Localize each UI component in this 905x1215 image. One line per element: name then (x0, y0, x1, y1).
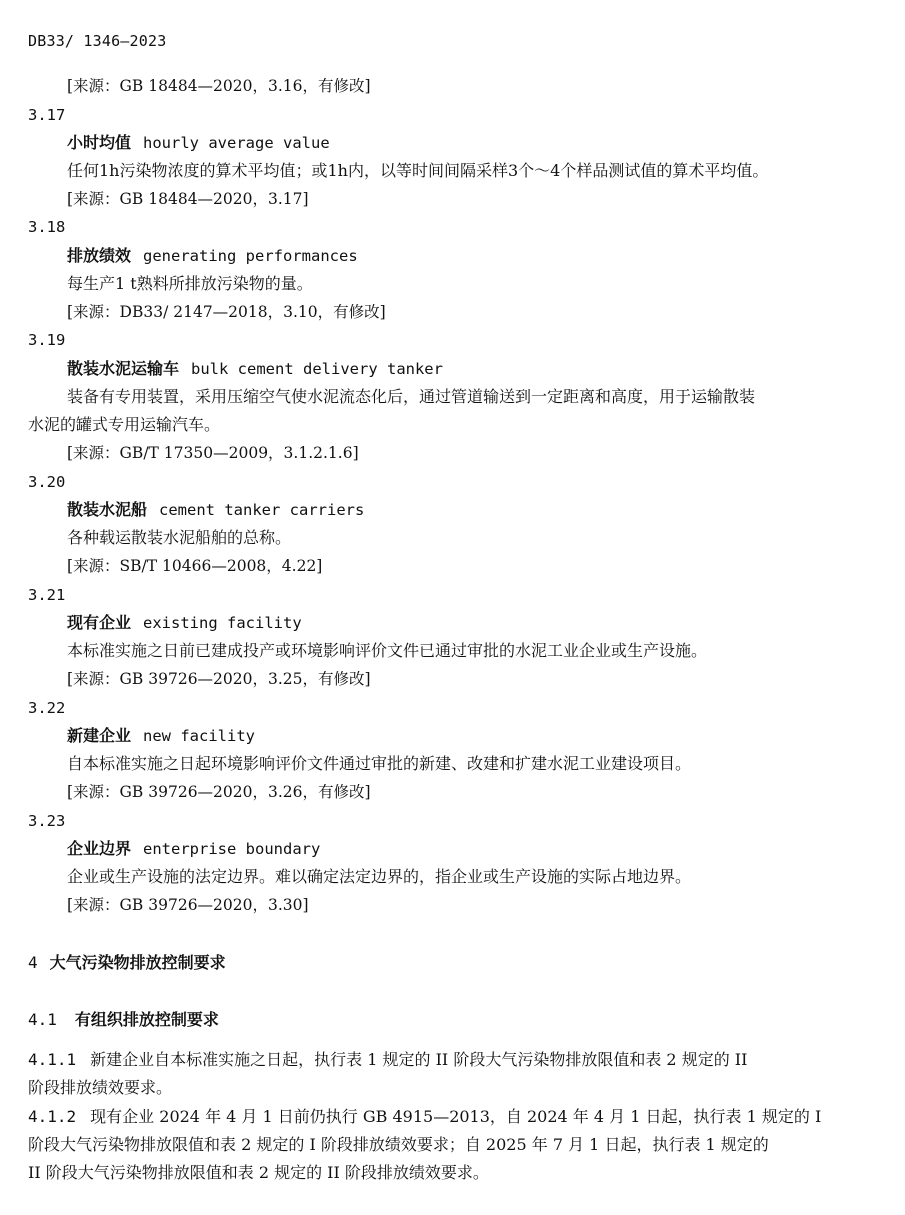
source-note: [来源：GB 39726—2020，3.30] (67, 896, 309, 914)
term-definition: 装备有专用装置，采用压缩空气使水泥流态化后，通过管道输送到一定距离和高度，用于运输散装 (67, 387, 756, 406)
term-definition: 各种载运散装水泥船舶的总称。 (67, 528, 292, 547)
term-title (67, 839, 320, 859)
section-title: 大气污染物排放控制要求 (49, 953, 226, 972)
term-english: bulk cement delivery tanker (191, 360, 443, 378)
term-title (67, 613, 302, 633)
term-chinese: 散装水泥运输车 (67, 359, 180, 378)
term-definition: 自本标准实施之日起环境影响评价文件通过审批的新建、改建和扩建水泥工业建设项目。 (67, 754, 692, 773)
term-definition-continued: 水泥的罐式专用运输汽车。 (28, 415, 221, 434)
source-note: [来源：GB 18484—2020，3.16，有修改] (67, 77, 371, 95)
subsection-number: 4.1 (28, 1010, 57, 1029)
term-chinese: 企业边界 (67, 839, 132, 858)
term-number: 3.18 (28, 218, 66, 236)
term-title (67, 133, 330, 153)
term-title (67, 500, 364, 520)
term-chinese: 排放绩效 (67, 246, 132, 265)
term-chinese: 小时均值 (67, 133, 132, 152)
source-note: [来源：SB/T 10466—2008，4.22] (67, 557, 323, 575)
term-number: 3.21 (28, 586, 66, 604)
term-english: hourly average value (143, 134, 330, 152)
clause-text: 新建企业自本标准实施之日起，执行表 1 规定的 II 阶段大气污染物排放限值和表 2 规定的 II (90, 1050, 748, 1069)
term-english: generating performances (143, 247, 358, 265)
source-note: [来源：GB 39726—2020，3.26，有修改] (67, 783, 371, 801)
source-note: [来源：DB33/ 2147—2018，3.10，有修改] (67, 303, 386, 321)
term-number: 3.20 (28, 473, 66, 491)
term-number: 3.23 (28, 812, 66, 830)
section-number: 4 (28, 953, 38, 972)
term-chinese: 新建企业 (67, 726, 132, 745)
term-definition: 每生产1 t熟料所排放污染物的量。 (67, 274, 313, 293)
clause-text: 现有企业 2024 年 4 月 1 日前仍执行 GB 4915—2013，自 2024 年 4 月 1 日起，执行表 1 规定的 I (90, 1107, 822, 1126)
term-title (67, 246, 358, 266)
term-number: 3.17 (28, 106, 66, 124)
document-header: DB33/ 1346—2023 (28, 32, 167, 50)
clause-text-continued: II 阶段大气污染物排放限值和表 2 规定的 II 阶段排放绩效要求。 (28, 1163, 489, 1182)
subsection-heading (28, 1010, 219, 1030)
term-number: 3.22 (28, 699, 66, 717)
source-note: [来源：GB/T 17350—2009，3.1.2.1.6] (67, 444, 359, 462)
source-note: [来源：GB 39726—2020，3.25，有修改] (67, 670, 371, 688)
term-title (67, 359, 443, 379)
clause-paragraph (28, 1107, 821, 1127)
source-note: [来源：GB 18484—2020，3.17] (67, 190, 309, 208)
term-english: enterprise boundary (143, 840, 321, 858)
term-definition: 本标准实施之日前已建成投产或环境影响评价文件已通过审批的水泥工业企业或生产设施。 (67, 641, 708, 660)
term-definition: 企业或生产设施的法定边界。难以确定法定边界的，指企业或生产设施的实际占地边界。 (67, 867, 692, 886)
clause-text-continued: 阶段大气污染物排放限值和表 2 规定的 I 阶段排放绩效要求；自 2025 年 7 月 1 日起，执行表 1 规定的 (28, 1135, 769, 1154)
section-heading (28, 953, 226, 973)
term-definition: 任何1h污染物浓度的算术平均值；或1h内，以等时间间隔采样3个～4个样品测试值的算术平均值。 (67, 161, 769, 180)
term-chinese: 散装水泥船 (67, 500, 148, 519)
term-title (67, 726, 255, 746)
clause-paragraph (28, 1050, 747, 1070)
subsection-title: 有组织排放控制要求 (74, 1010, 219, 1029)
term-number: 3.19 (28, 331, 66, 349)
clause-number: 4.1.1 (28, 1050, 77, 1069)
clause-text-continued: 阶段排放绩效要求。 (28, 1078, 173, 1097)
term-english: new facility (143, 727, 255, 745)
term-english: cement tanker carriers (159, 501, 365, 519)
term-english: existing facility (143, 614, 302, 632)
term-chinese: 现有企业 (67, 613, 132, 632)
clause-number: 4.1.2 (28, 1107, 77, 1126)
